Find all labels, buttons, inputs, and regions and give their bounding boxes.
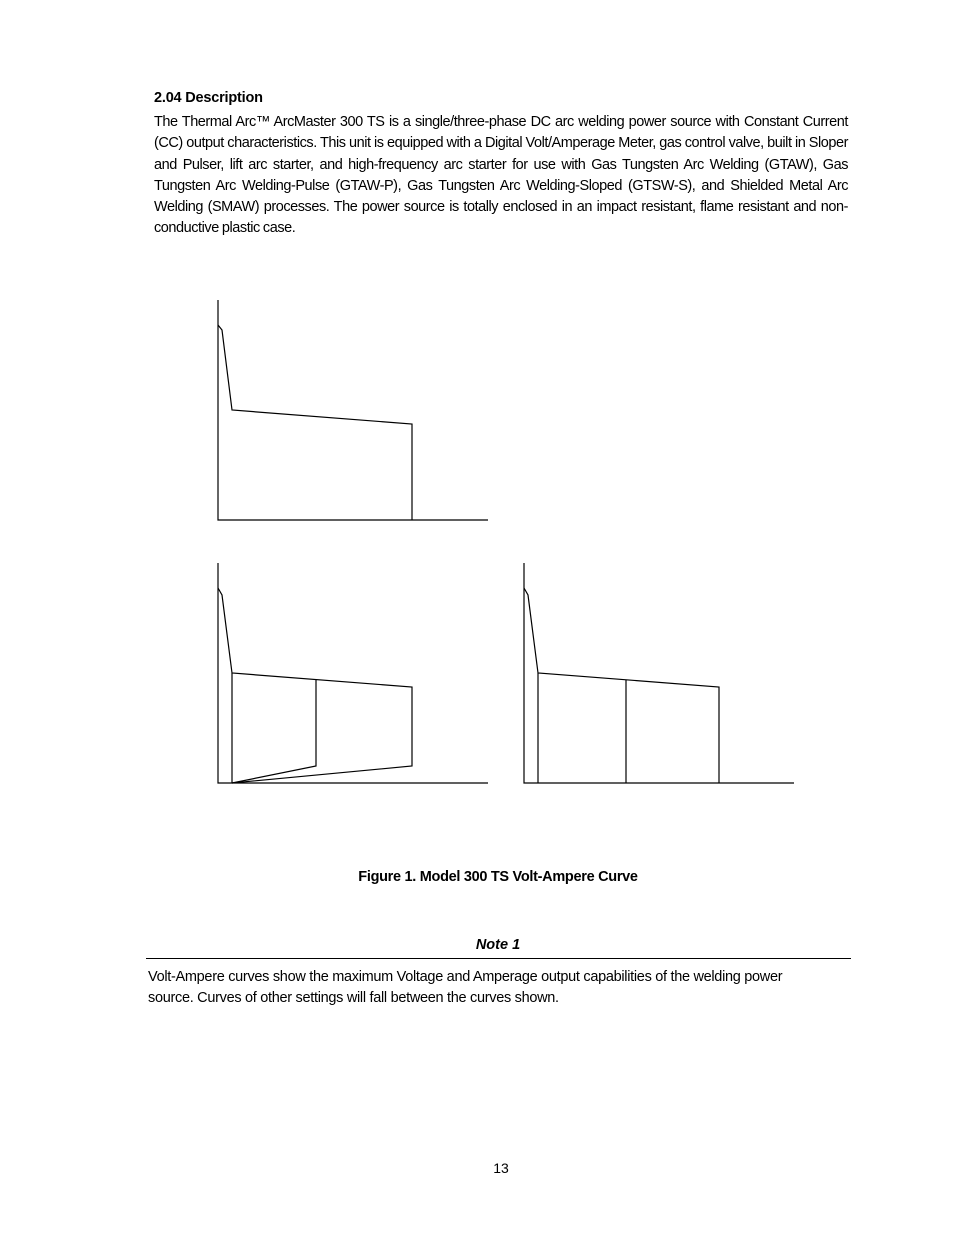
description-paragraph: The Thermal Arc™ ArcMaster 300 TS is a single/three-phase DC arc welding power source with Constant Current (CC) output characteristics. This unit is equipped with a Digital Volt/Amperage Meter, gas control valve, built in Sloper and Pulser, lift arc starter, and high-frequency arc starter for use with Gas Tungsten Arc Welding (GTAW), Gas Tungsten Arc Welding-Pulse (GTAW-P), Gas Tungsten Arc Welding-Sloped (GTSW-S), and Shielded Metal Arc Welding (SMAW) processes. The power source is totally enclosed in an impact resistant, flame resistant and non-conductive plastic case. xyxy=(154,114,848,237)
curve-bottom-right xyxy=(524,588,719,783)
curve-graph-top xyxy=(218,300,488,520)
note-divider xyxy=(146,958,851,959)
axes-bottom-right xyxy=(524,563,794,783)
figure-caption: Figure 1. Model 300 TS Volt-Ampere Curve xyxy=(358,869,638,885)
curve-bottom-left-pulse xyxy=(232,680,316,783)
curve-top xyxy=(218,325,412,520)
page-number: 13 xyxy=(493,1160,509,1176)
curve-bottom-left xyxy=(218,588,412,783)
curve-graph-bottom-left xyxy=(218,563,488,783)
note-text: Volt-Ampere curves show the maximum Voltage and Amperage output capabilities of the welding power source. Curves of other settings will fall between the curves shown. xyxy=(148,969,783,1007)
note-heading: Note 1 xyxy=(475,937,521,953)
section-heading: 2.04 Description xyxy=(154,90,263,106)
axes-bottom-left xyxy=(218,563,488,783)
axes-top xyxy=(218,300,488,520)
curve-graph-bottom-right xyxy=(524,563,794,783)
